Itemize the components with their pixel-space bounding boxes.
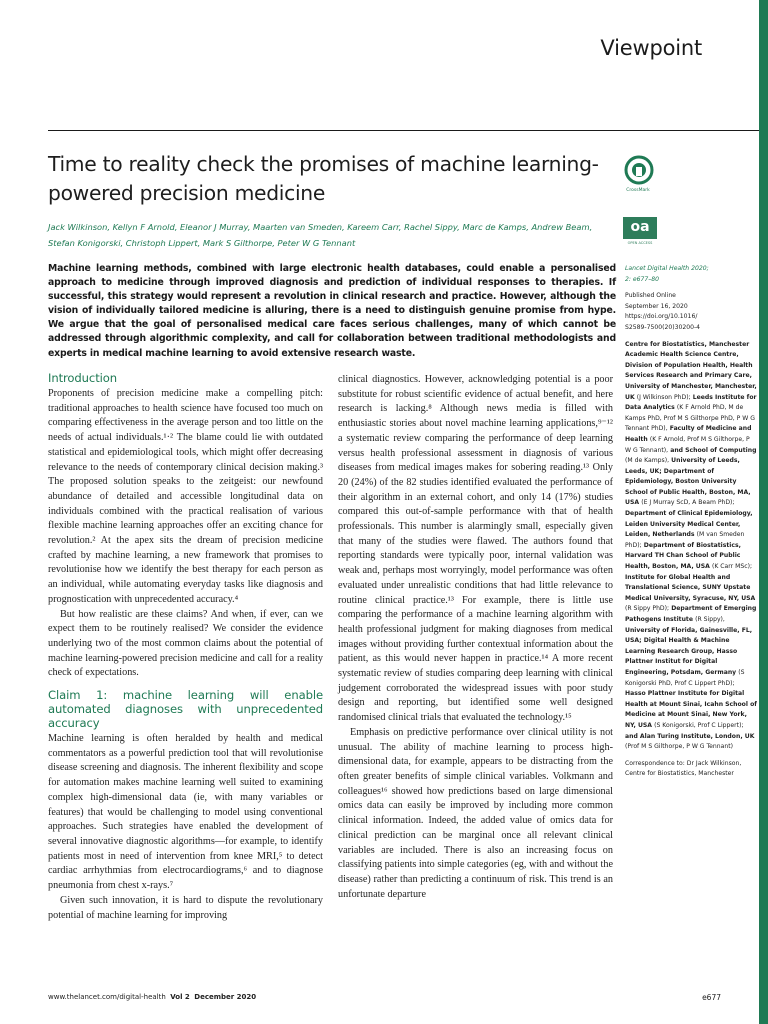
affiliation-authors: (R Sippy),	[695, 616, 725, 623]
section-heading-claim-1: Claim 1: machine learning will enable automated diagnoses with unprecedented accuracy	[48, 688, 323, 731]
section-label: Viewpoint	[600, 36, 702, 60]
footer-site-link[interactable]: www.thelancet.com/digital-health	[48, 993, 166, 1001]
affiliation: Department of Clinical Epidemiology, Leiden University Medical Center, Leiden, Netherlands	[625, 510, 753, 539]
affiliation: Department of Emerging Pathogens Institute	[625, 605, 757, 623]
paragraph: Machine learning is often heralded by health and medical commentators as a powerful prediction tool that will revolutionise disease screening and diagnosis. The inherent flexibility and scope for automation makes machine learning well suited to examining complex high-dimensional data (ie, with many variables or features) that would be challenging to model using conventional approaches. Such strategies have enabled the development of several innovative diagnostic algorithms—for example, to identify patients most in need of intervention from knee MRI,⁵ to detect cardiac arrhythmias from electrocardiograms,⁶ and to diagnose pneumonia from chest x-rays.⁷	[48, 733, 323, 892]
doi-link-cont[interactable]: S2589-7500(20)30200-4	[625, 323, 701, 331]
page-footer	[48, 993, 256, 1001]
affiliation-authors: (J Wilkinson PhD);	[636, 393, 691, 401]
affiliation: University of Leeds, Leeds, UK; Department of Epidemiology, Boston University School of Public Health, Boston, MA, USA	[625, 457, 751, 507]
affiliation-authors: (M van Smeden PhD);	[625, 531, 745, 549]
journal-ref: 2: e677–80	[625, 275, 660, 283]
affiliation: Institute for Global Health and Translational Science, SUNY Upstate Medical University, Syracuse, NY, USA	[625, 573, 756, 602]
publication-block	[625, 291, 757, 333]
affiliation: and Alan Turing Institute, London, UK	[625, 732, 755, 740]
open-access-sub: OPEN ACCESS	[627, 241, 653, 245]
page-number: e677	[702, 993, 721, 1002]
abstract: Machine learning methods, combined with large electronic health databases, could enable a personalised approach to medicine through improved diagnosis and prediction of individual responses to therapies. If successful, this strategy would represent a revolution in clinical research and practice. However, although the vision of individually tailored medicine is alluring, there is a need to distinguish genuine promise from hype. We argue that the goal of personalised medical care faces serious challenges, many of which cannot be addressed through algorithmic complexity, and call for collaboration between traditional methodologists and experts in medical machine learning to avoid extensive research waste.	[48, 263, 616, 359]
affiliation: Leeds Institute for Data Analytics	[625, 393, 757, 412]
affiliation: and School of Computing	[670, 446, 757, 454]
affiliation-authors: (K F Arnold PhD, M de Kamps PhD, Prof M S Gilthorpe PhD, P W G Tennant PhD),	[625, 404, 755, 433]
correspondence: Correspondence to: Dr Jack Wilkinson, Centre for Biostatistics, Manchester	[625, 759, 742, 778]
open-access-badge	[623, 217, 657, 245]
affiliation: University of Florida, Gainesville, FL, USA; Digital Health & Machine Learning Research Group, Hasso Plattner Institut for Digital Engineering, Potsdam, Germany	[625, 626, 753, 676]
paragraph: Emphasis on predictive performance over clinical utility is not unusual. The ability of machine learning to process high-dimensional data, for example, appears to be distracting from the often greater benefits of simple clinical variables. Volkmann and colleagues¹⁶ showed how predictions based on large dimensional omics data can easily be improved by including more common clinical information. Indeed, the added value of omics data for clinical prediction can be marginal once all relevant clinical variables are included. There is also an increasing focus on classifying patients into simple categories (eg, with and without the disease) rather than predicting a continuum of risk. This trend is an unfortunate departure	[338, 726, 614, 900]
paragraph: Given such innovation, it is hard to dispute the revolutionary potential of machine learning for improving	[48, 894, 323, 921]
published-date: September 16, 2020	[625, 302, 688, 310]
open-access-label: oa	[630, 219, 650, 235]
body-column-right	[338, 373, 613, 902]
affiliation: Faculty of Medicine and Health	[625, 425, 752, 443]
paragraph: But how realistic are these claims? And when, if ever, can we expect them to be routinely realised? We consider the evidence underlying two of the most common claims about the potential of machine learning-powered precision medicine and call for a reality check of expectations.	[48, 608, 323, 679]
article-sidebar	[625, 264, 757, 786]
affiliation: Hasso Plattner Institute for Digital Health at Mount Sinai, Icahn School of Medicine at Mount Sinai, New York, NY, USA	[625, 690, 757, 729]
footer-volume: Vol 2	[170, 993, 190, 1001]
author-line-2: Stefan Konigorski, Christoph Lippert, Mark S Gilthorpe, Peter W G Tennant	[48, 238, 356, 248]
affiliation-authors: (S Konigorski, Prof C Lippert);	[654, 721, 744, 729]
paragraph: Proponents of precision medicine make a compelling pitch: traditional approaches to health science have focused too much on comparing effectiveness in the average person and too little on the needs of actual individuals.¹·² The blame could lie with outdated statistical and epidemiological tools, which might offer decreasing relevance to the needs of contemporary clinical decision making.³ The proposed solution speaks to the zeitgeist: our newfound abundance of detailed and accessible longitudinal data on individuals combined with the practical realisation of various flexible machine learning approaches offer an exciting chance for revolution.² At the apex sits the dream of precision medicine crafted by machine learning, a new framework that promises to revolutionise how we identify the best therapy for each person as an individual, while automating everyday tasks like diagnosis and prognostication with unprecedented accuracy.⁴	[48, 388, 323, 605]
crossmark-icon[interactable]	[623, 155, 655, 191]
journal-edge-bar	[759, 0, 768, 1024]
author-line-1: Jack Wilkinson, Kellyn F Arnold, Eleanor J Murray, Maarten van Smeden, Kareem Carr, Rachel Sippy, Marc de Kamps, Andrew Beam,	[48, 222, 593, 232]
affiliation-authors: (E J Murray ScD, A Beam PhD);	[641, 499, 735, 507]
footer-date: December 2020	[194, 993, 257, 1001]
body-column-left	[48, 371, 323, 923]
article-title: Time to reality check the promises of machine learning-powered precision medicine	[48, 152, 599, 205]
section-heading-introduction: Introduction	[48, 371, 118, 385]
affiliations	[625, 340, 757, 753]
author-list	[48, 219, 608, 251]
affiliation-authors: (K F Arnold, Prof M S Gilthorpe, P W G Tennant),	[625, 435, 750, 454]
affiliation-authors: (Prof M S Gilthorpe, P W G Tennant)	[625, 743, 733, 751]
affiliation-authors: (M de Kamps),	[625, 457, 670, 465]
journal-citation: Lancet Digital Health 2020;	[625, 265, 709, 272]
doi-link[interactable]: https://doi.org/10.1016/	[625, 313, 698, 321]
affiliation: Department of Biostatistics, Harvard TH Chan School of Public Health, Boston, MA, USA	[625, 541, 741, 571]
affiliation-authors: (K Carr MSc);	[711, 563, 753, 571]
affiliation: Centre for Biostatistics, Manchester Academic Health Science Centre, Division of Population Health, Health Services Research and Primary Care, University of Manchester, Manchester, UK	[625, 340, 757, 401]
published-label: Published Online	[625, 292, 676, 300]
header-rule	[48, 130, 759, 131]
crossmark-label: CrossMark	[626, 188, 650, 193]
paragraph: clinical diagnostics. However, acknowledging potential is a poor substitute for robust scientific evidence of actual benefit, and here research is lacking.⁸ Although news media is filled with enthusiastic stories about novel machine learning applications,⁹⁻¹² a systematic review comparing the performance of deep learning versus health professional assessment in diagnosis of various diseases from medical images makes for sobering reading.¹³ Only 20 (24%) of the 82 studies identified evaluated the performance of their algorithm in an external cohort, and only 14 (17%) studies compared this out-of-sample performance with that of health professionals. This number is alarmingly small, especially given that many of the studies were flawed. The authors found that reporting standards were typically poor, internal validation was weak and, perhaps most worryingly, model performance was often evaluated under unrealistic conditions that had little relevance to routine clinical practice.¹³ For example, there is little use comparing the performance of a machine learning algorithm with health professional judgment for making diagnoses from medical images without providing further contextual information about the patient, as this would never happen in practice.¹⁴ A more recent systematic review of studies comparing deep learning with clinical judgement corroborated the widespread issues with poor study design and reporting, but identified some well designed randomised clinical trials that evaluated the technology.¹⁵	[338, 374, 613, 724]
citation-block	[625, 264, 757, 285]
affiliation-authors: (S Konigorski PhD, Prof C Lippert PhD);	[625, 668, 745, 687]
affiliation-authors: (R Sippy PhD);	[625, 605, 670, 613]
